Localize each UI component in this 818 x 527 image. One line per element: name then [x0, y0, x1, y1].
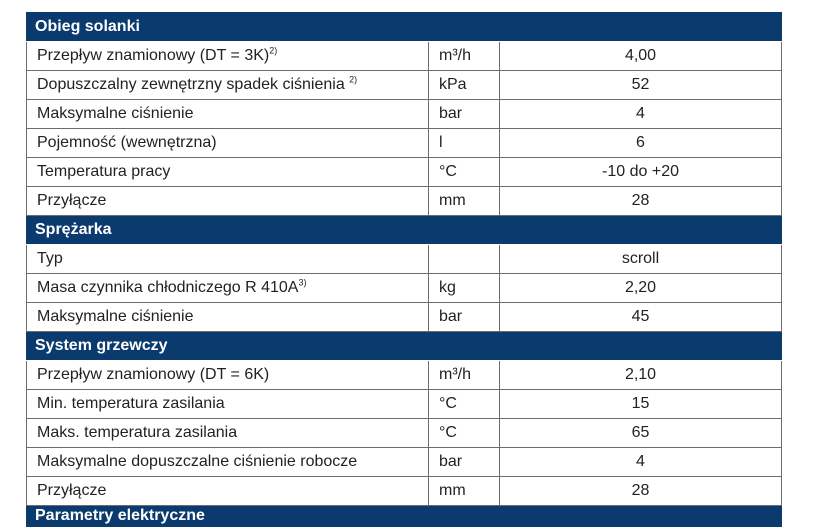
section-title: Sprężarka — [27, 216, 782, 245]
param-unit: bar — [429, 303, 500, 332]
param-unit: l — [429, 129, 500, 158]
section-title: Parametry elektryczne — [27, 506, 782, 527]
param-value: 28 — [500, 477, 782, 506]
param-label: Temperatura pracy — [27, 158, 429, 187]
table-row — [27, 274, 782, 303]
table-row — [27, 303, 782, 332]
param-label: Maksymalne dopuszczalne ciśnienie robocze — [27, 448, 429, 477]
param-unit: kPa — [429, 71, 500, 100]
param-value: 4 — [500, 100, 782, 129]
section-header-system-grzewczy — [27, 332, 782, 361]
param-unit: bar — [429, 448, 500, 477]
param-label: Min. temperatura zasilania — [27, 390, 429, 419]
section-header-sprezarka — [27, 216, 782, 245]
table-row — [27, 419, 782, 448]
param-unit: m³/h — [429, 42, 500, 71]
param-value: -10 do +20 — [500, 158, 782, 187]
param-label: Przyłącze — [27, 187, 429, 216]
param-label: Dopuszczalny zewnętrzny spadek ciśnienia $^{2)}$ — [27, 71, 429, 100]
param-label: Maksymalne ciśnienie — [27, 100, 429, 129]
param-unit: mm — [429, 477, 500, 506]
table-row — [27, 158, 782, 187]
param-value: scroll — [500, 245, 782, 274]
param-label: Maksymalne ciśnienie — [27, 303, 429, 332]
param-value: 4 — [500, 448, 782, 477]
param-value: 65 — [500, 419, 782, 448]
table-row — [27, 448, 782, 477]
section-title: System grzewczy — [27, 332, 782, 361]
section-header-partial — [27, 506, 782, 527]
param-value: 6 — [500, 129, 782, 158]
param-label: Przepływ znamionowy (DT = 3K)$^{2)}$ — [27, 42, 429, 71]
param-value: 52 — [500, 71, 782, 100]
param-value: 45 — [500, 303, 782, 332]
table-row — [27, 129, 782, 158]
footnote-ref: 2) — [349, 74, 358, 85]
param-unit: m³/h — [429, 361, 500, 390]
table-row — [27, 245, 782, 274]
spec-table-body — [27, 13, 782, 527]
table-row — [27, 71, 782, 100]
section-title: Obieg solanki — [27, 13, 782, 42]
footnote-ref: 2) — [269, 45, 278, 56]
param-unit: mm — [429, 187, 500, 216]
param-label: Przyłącze — [27, 477, 429, 506]
footnote-ref: 3) — [298, 277, 307, 288]
param-value: 28 — [500, 187, 782, 216]
param-label: Pojemność (wewnętrzna) — [27, 129, 429, 158]
param-unit: kg — [429, 274, 500, 303]
table-row — [27, 100, 782, 129]
section-header-obieg-solanki — [27, 13, 782, 42]
param-value: 2,20 — [500, 274, 782, 303]
table-row — [27, 477, 782, 506]
param-unit — [429, 245, 500, 274]
param-value: 15 — [500, 390, 782, 419]
param-label: Przepływ znamionowy (DT = 6K) — [27, 361, 429, 390]
param-unit: °C — [429, 390, 500, 419]
param-unit: °C — [429, 419, 500, 448]
spec-table — [26, 12, 782, 527]
table-row — [27, 361, 782, 390]
param-label: Masa czynnika chłodniczego R $410A^{3)}$ — [27, 274, 429, 303]
param-value: 4,00 — [500, 42, 782, 71]
param-unit: bar — [429, 100, 500, 129]
param-label: Typ — [27, 245, 429, 274]
param-unit: °C — [429, 158, 500, 187]
param-label: Maks. temperatura zasilania — [27, 419, 429, 448]
table-row — [27, 187, 782, 216]
table-row — [27, 390, 782, 419]
table-row — [27, 42, 782, 71]
spec-table-container — [26, 12, 781, 527]
param-value: 2,10 — [500, 361, 782, 390]
